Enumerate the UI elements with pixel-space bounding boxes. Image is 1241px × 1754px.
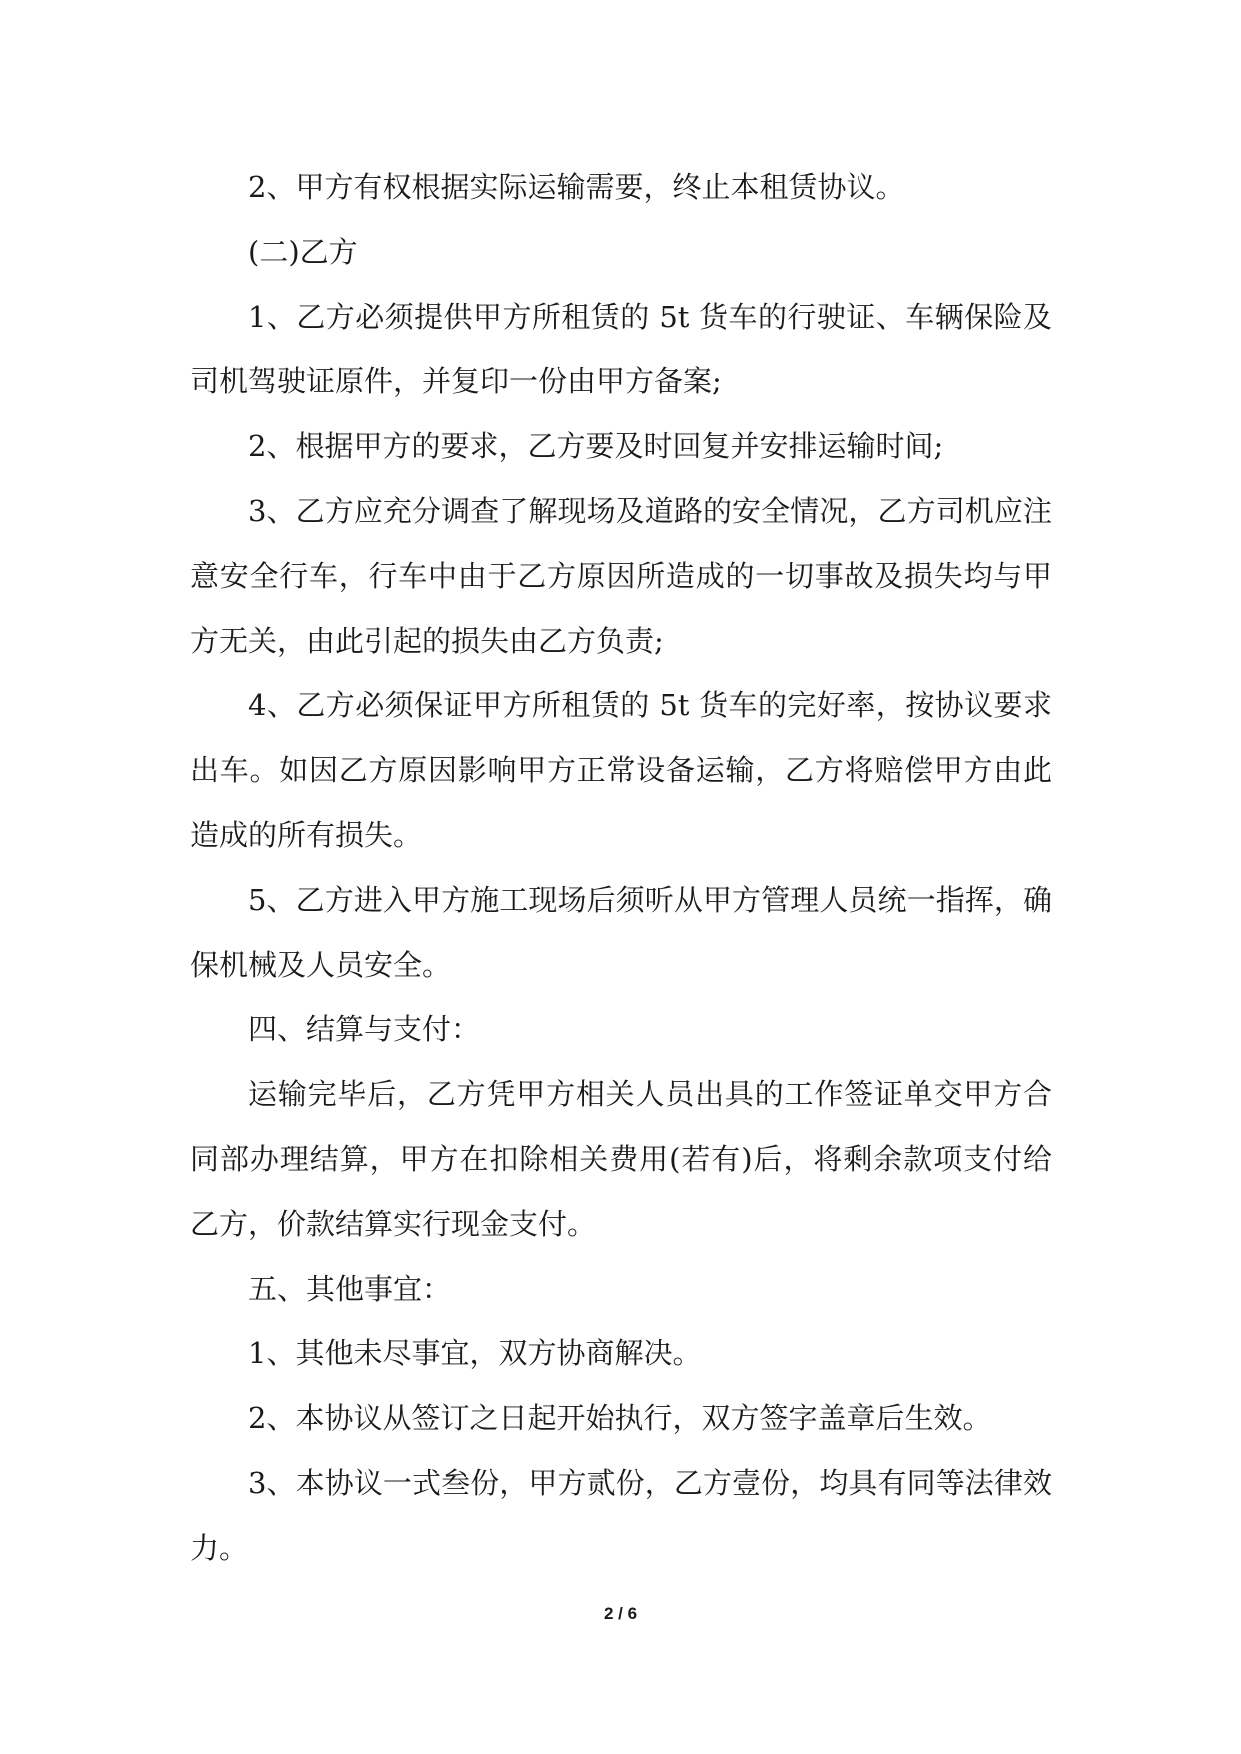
section-heading-settlement: 四、结算与支付： — [248, 1012, 481, 1047]
paragraph-copies: 3、本协议一式叁份，甲方贰份，乙方壹份，均具有同等法律效力。 — [190, 1465, 1052, 1565]
paragraph-site-command: 5、乙方进入甲方施工现场后须听从甲方管理人员统一指挥，确保机械及人员安全。 — [190, 882, 1052, 982]
section-heading-other: 五、其他事宜： — [248, 1271, 452, 1306]
paragraph-safety: 3、乙方应充分调查了解现场及道路的安全情况，乙方司机应注意安全行车，行车中由于乙方原因所造成的一切事故及损失均与甲方无关，由此引起的损失由乙方负责; — [190, 493, 1052, 658]
paragraph-termination-right: 2、甲方有权根据实际运输需要，终止本租赁协议。 — [248, 170, 905, 204]
paragraph-effective-date: 2、本协议从签订之日起开始执行，双方签字盖章后生效。 — [248, 1401, 992, 1436]
paragraph-vehicle-condition: 4、乙方必须保证甲方所租赁的 5t 货车的完好率，按协议要求出车。如因乙方原因影响甲方正常设备运输，乙方将赔偿甲方由此造成的所有损失。 — [190, 688, 1052, 852]
section-heading-party-b: (二)乙方 — [248, 234, 358, 269]
paragraph-settlement: 运输完毕后，乙方凭甲方相关人员出具的工作签证单交甲方合同部办理结算，甲方在扣除相关费用(若有)后，将剩余款项支付给乙方，价款结算实行现金支付。 — [190, 1077, 1052, 1241]
paragraph-other-matters: 1、其他未尽事宜，双方协商解决。 — [248, 1336, 702, 1371]
page-number: 2 / 6 — [603, 1604, 638, 1623]
paragraph-schedule: 2、根据甲方的要求，乙方要及时回复并安排运输时间; — [248, 429, 944, 464]
document-body — [190, 155, 1052, 1581]
paragraph-documents: 1、乙方必须提供甲方所租赁的 5t 货车的行驶证、车辆保险及司机驾驶证原件，并复印一份由甲方备案; — [190, 299, 1052, 399]
